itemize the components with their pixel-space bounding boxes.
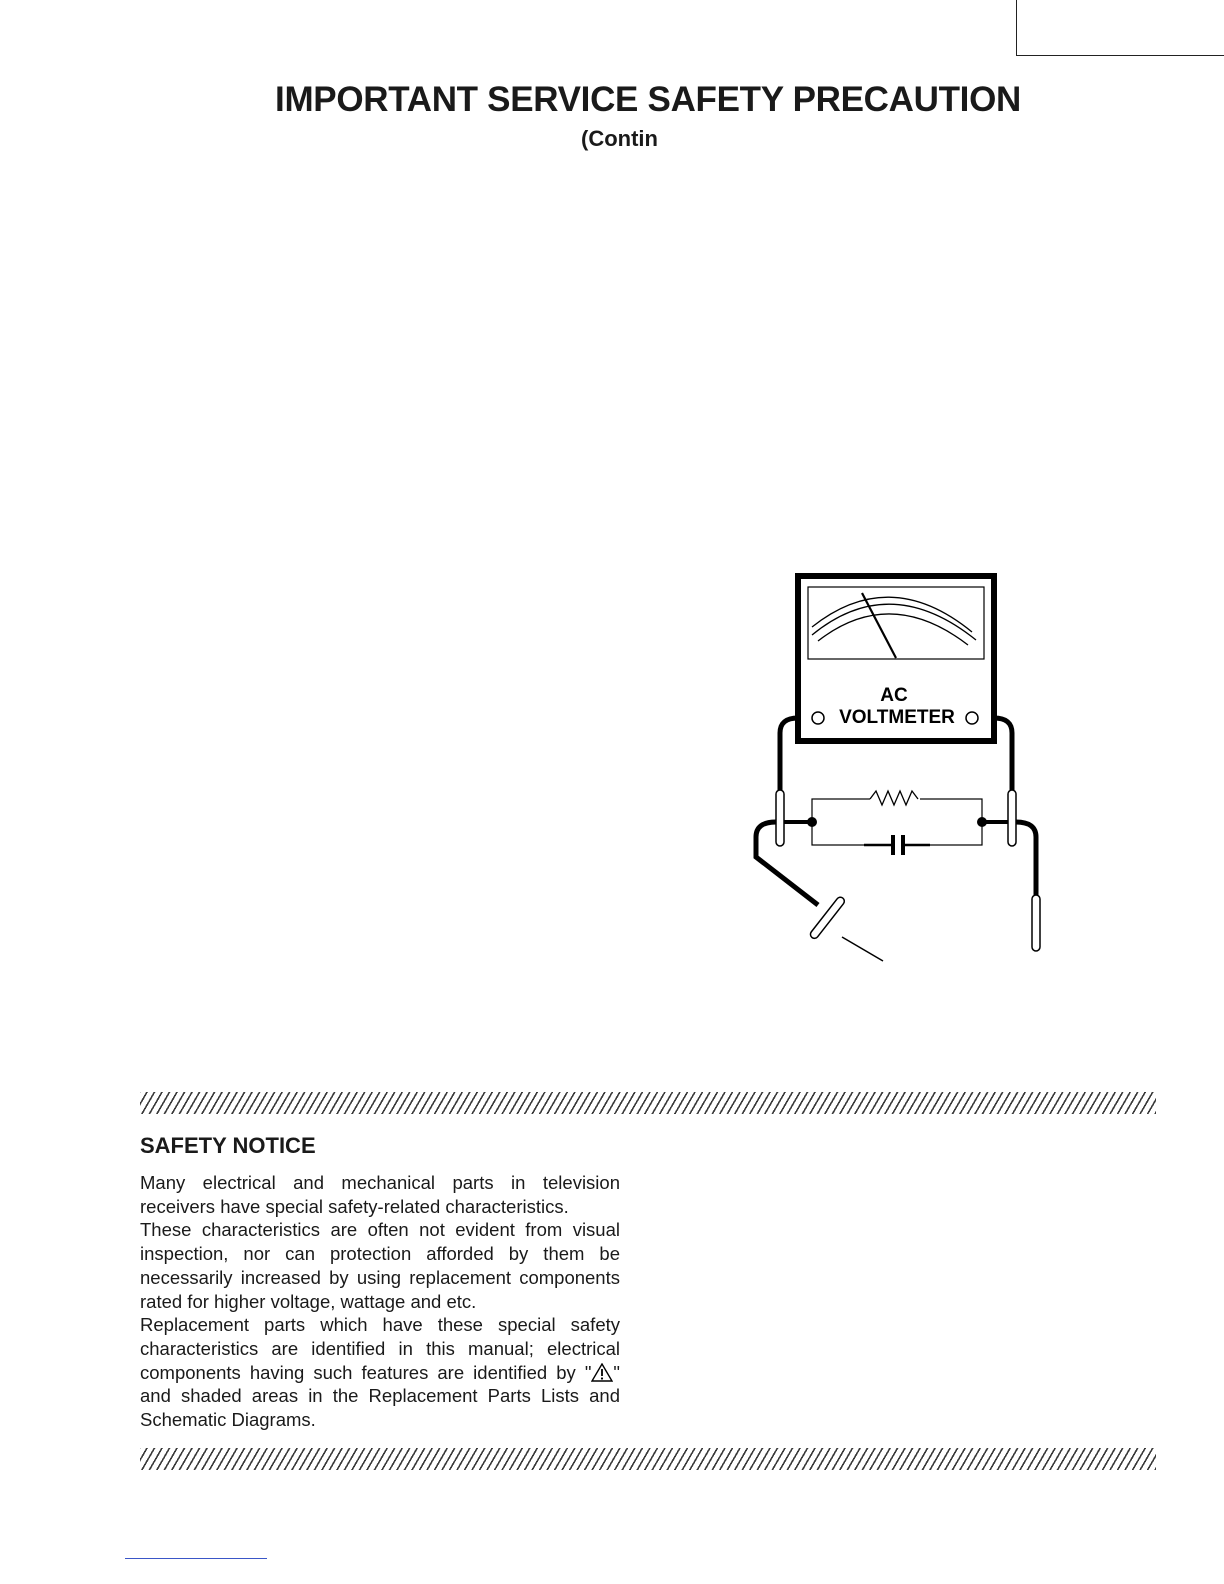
rc-network-box [812,799,982,845]
page-title: IMPORTANT SERVICE SAFETY PRECAUTION [275,80,1021,119]
lead-right-lower [1016,822,1036,905]
corner-box [1016,0,1224,56]
safety-notice-paragraph: These characteristics are often not evident from visual inspection, nor can protection afforded by them be necessarily increased by using replacement components rated for higher voltage, wattage and etc. [140,1219,620,1312]
safety-notice-heading: SAFETY NOTICE [140,1133,316,1158]
terminal-right [966,712,978,724]
hatch-divider-bottom [140,1448,1156,1470]
footer-link-underline[interactable] [125,1558,267,1559]
probe-tip-right [1032,895,1040,951]
meter-label-voltmeter: VOLTMETER [839,707,955,728]
meter-label-ac: AC [880,685,908,706]
hatch-divider-top [140,1092,1156,1114]
terminal-left [812,712,824,724]
safety-notice-paragraph [140,1313,620,1432]
probe-right [1008,790,1016,846]
paragraph-text: " and shaded areas in the Replacement Parts Lists and Schematic Diagrams. [140,1361,620,1431]
junction-dot [977,817,987,827]
safety-notice-body [140,1171,620,1432]
junction-dot [807,817,817,827]
warning-triangle-icon [591,1363,613,1382]
probe-tip-needle [842,937,883,961]
lead-left-lower [756,822,818,905]
safety-notice-paragraph: Many electrical and mechanical parts in television receivers have special safety-related characteristics. [140,1172,620,1217]
paragraph-text: Replacement parts which have these special safety characteristics are identified in this manual; electrical components having such features are identified by " [140,1314,620,1383]
ac-voltmeter-diagram [740,565,1060,970]
probe-left [776,790,784,846]
page-subtitle: (Contin [581,126,658,151]
